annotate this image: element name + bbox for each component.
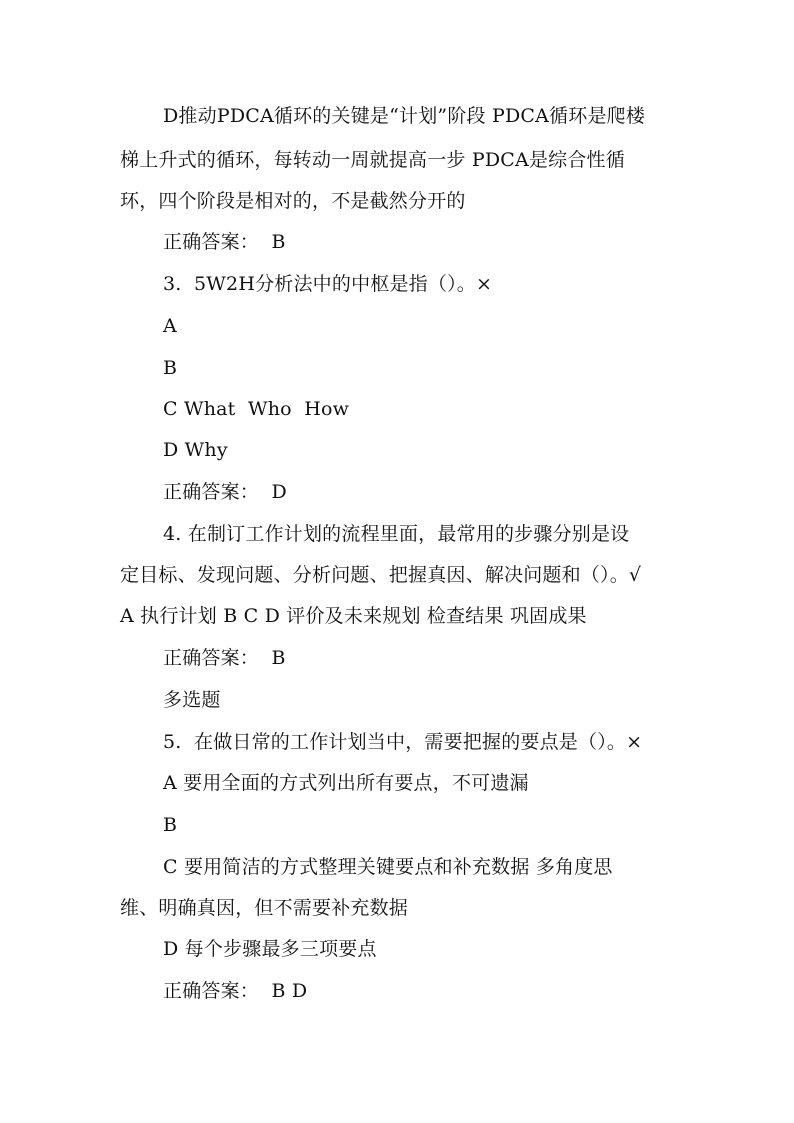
option-b-q5: B: [163, 814, 178, 836]
section-heading-multiple-choice: 多选题: [163, 689, 221, 711]
option-a-q5: A 要用全面的方式列出所有要点，不可遗漏: [163, 772, 529, 794]
question-4-line-2: 定目标、发现问题、分析问题、把握真因、解决问题和（）。√: [120, 564, 642, 586]
option-d-q2-line-3: 环，四个阶段是相对的，不是截然分开的: [120, 190, 466, 212]
answer-q4: 正确答案： B: [163, 647, 286, 669]
option-c-q5-line-2: 维、明确真因，但不需要补充数据: [120, 897, 409, 919]
options-q4: A 执行计划 B C D 评价及未来规划 检查结果 巩固成果: [120, 605, 587, 627]
answer-q3: 正确答案： D: [163, 481, 287, 503]
option-c-q3: C What Who How: [163, 398, 350, 420]
option-b-q3: B: [163, 357, 178, 379]
answer-q5: 正确答案： B D: [163, 980, 308, 1002]
question-4-line-1: 4. 在制订工作计划的流程里面，最常用的步骤分别是设: [163, 523, 630, 545]
option-d-q2-line-1: D推动PDCA循环的关键是“计划”阶段 PDCA循环是爬楼: [163, 105, 646, 127]
option-a-q3: A: [163, 315, 177, 337]
option-d-q3: D Why: [163, 439, 228, 461]
option-d-q5: D 每个步骤最多三项要点: [163, 938, 377, 960]
question-3: 3. 5W2H分析法中的中枢是指（）。×: [163, 273, 493, 295]
option-d-q2-line-2: 梯上升式的循环，每转动一周就提高一步 PDCA是综合性循: [120, 149, 625, 171]
answer-q2: 正确答案： B: [163, 231, 286, 253]
question-5: 5. 在做日常的工作计划当中，需要把握的要点是（）。×: [163, 731, 643, 753]
option-c-q5-line-1: C 要用简洁的方式整理关键要点和补充数据 多角度思: [163, 856, 613, 878]
